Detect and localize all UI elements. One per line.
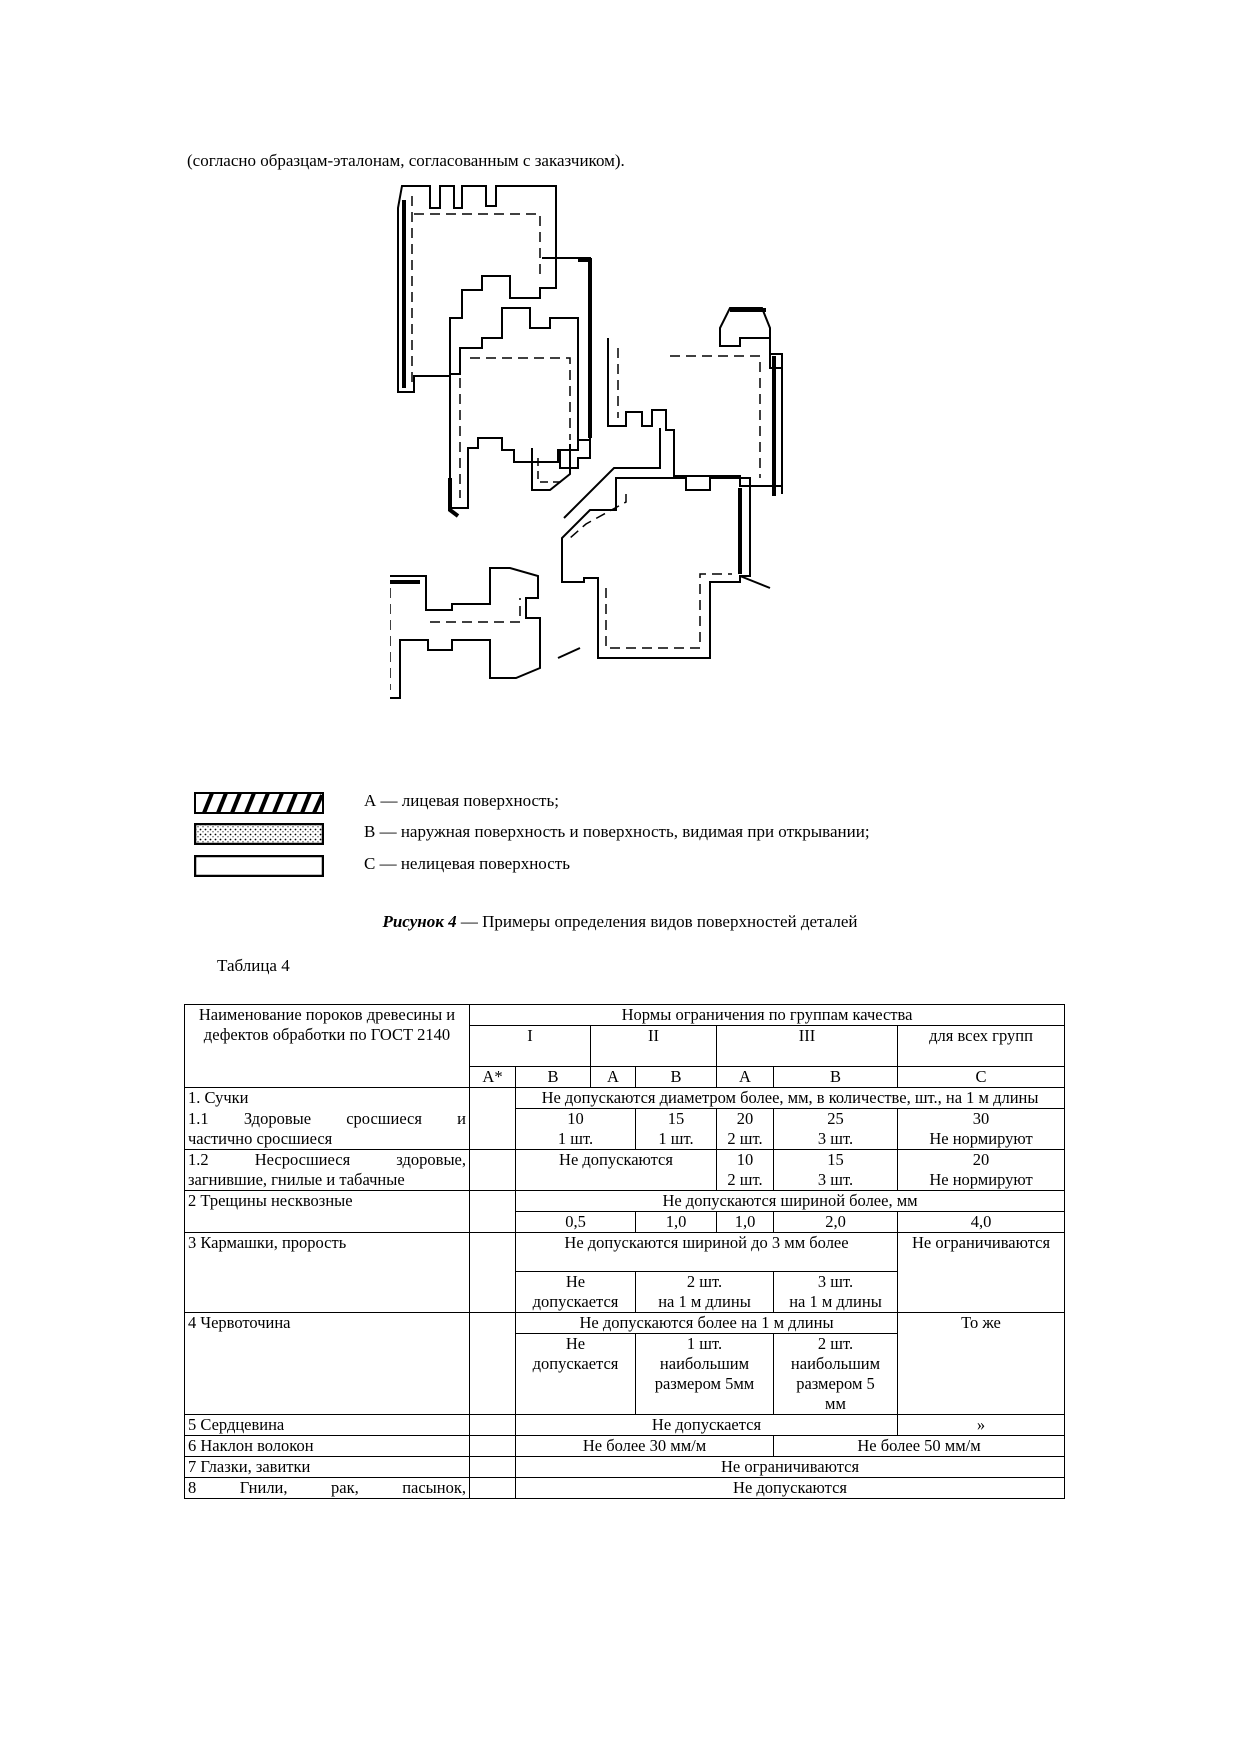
table-label: Таблица 4 xyxy=(217,956,290,975)
value-line: размером 5 xyxy=(796,1374,875,1393)
row-name xyxy=(185,1109,470,1150)
plain-swatch-icon xyxy=(194,855,324,877)
table-row xyxy=(185,1191,1065,1212)
table-row xyxy=(185,1233,1065,1272)
value-line: 15 xyxy=(827,1150,844,1169)
row-name: 8 Гнили, рак, пасынок, xyxy=(185,1478,470,1499)
empty-cell xyxy=(470,1415,516,1436)
row-norm-text: Не допускаются шириной до 3 мм более xyxy=(516,1233,898,1272)
value-cell xyxy=(774,1109,898,1150)
value-cell: То же xyxy=(898,1313,1065,1415)
value-line: 3 шт. xyxy=(817,1272,854,1291)
value-line: Не xyxy=(565,1334,586,1353)
surface-cell: А xyxy=(591,1067,636,1088)
value-line: допускается xyxy=(532,1292,619,1311)
value-line: 15 xyxy=(667,1109,685,1128)
value-line: 20 xyxy=(972,1150,990,1169)
empty-cell xyxy=(470,1150,516,1191)
surface-cell: В xyxy=(516,1067,591,1088)
value-line: допускается xyxy=(532,1354,619,1373)
row-name: 5 Сердцевина xyxy=(185,1415,470,1436)
value-cell: Не ограничиваются xyxy=(898,1233,1065,1313)
row-name xyxy=(185,1150,470,1191)
value-line: размером 5мм xyxy=(654,1374,755,1393)
surface-cell: А* xyxy=(470,1067,516,1088)
profile-drawing xyxy=(390,178,870,773)
group-all: для всех групп xyxy=(898,1026,1065,1067)
value-cell: 1,0 xyxy=(717,1212,774,1233)
value-line: мм xyxy=(825,1394,846,1413)
table-row xyxy=(185,1313,1065,1334)
value-cell xyxy=(516,1109,636,1150)
table-row xyxy=(185,1478,1065,1499)
value-cell: » xyxy=(898,1415,1065,1436)
table-row xyxy=(185,1436,1065,1457)
row-name-line: загнившие, гнилые и табачные xyxy=(188,1170,405,1189)
row-norm-text: Не допускаются шириной более, мм xyxy=(516,1191,1065,1212)
value-line: Не xyxy=(565,1272,586,1291)
value-line: 25 xyxy=(827,1109,844,1128)
value-cell: 1,0 xyxy=(636,1212,717,1233)
legend-label-a: А — лицевая поверхность; xyxy=(364,791,559,810)
row-name: 1. Сучки xyxy=(185,1088,470,1109)
value-cell: Не допускается xyxy=(516,1415,898,1436)
value-line: на 1 м длины xyxy=(658,1292,751,1311)
intro-paragraph: (согласно образцам-эталонам, согласованным с заказчиком). xyxy=(187,151,625,170)
value-line: 2 шт. xyxy=(686,1272,723,1291)
caption-text: — Примеры определения видов поверхностей деталей xyxy=(456,912,858,931)
value-cell xyxy=(898,1109,1065,1150)
value-cell xyxy=(717,1109,774,1150)
header-norms-cell: Нормы ограничения по группам качества xyxy=(470,1005,1065,1026)
value-cell: 0,5 xyxy=(516,1212,636,1233)
legend-row-a xyxy=(194,790,994,816)
table-header-row xyxy=(185,1005,1065,1026)
table-row xyxy=(185,1109,1065,1150)
empty-cell xyxy=(470,1233,516,1313)
value-line: 1 шт. xyxy=(686,1334,723,1353)
surface-cell: С xyxy=(898,1067,1065,1088)
empty-cell xyxy=(470,1478,516,1499)
value-line: 20 xyxy=(736,1109,754,1128)
defects-table xyxy=(184,1004,1065,1499)
table-row xyxy=(185,1457,1065,1478)
group-i: I xyxy=(470,1026,591,1067)
value-line: 1 шт. xyxy=(658,1129,694,1148)
value-cell: Не допускаются xyxy=(516,1150,717,1191)
value-line: 2 шт. xyxy=(817,1334,854,1353)
table-row xyxy=(185,1415,1065,1436)
value-line: наибольшим xyxy=(790,1354,881,1373)
group-iii: III xyxy=(717,1026,898,1067)
value-line: 10 xyxy=(567,1109,584,1128)
value-cell xyxy=(898,1150,1065,1191)
value-line: 1 шт. xyxy=(557,1129,594,1148)
row-norm-text: Не допускаются диаметром более, мм, в количестве, шт., на 1 м длины xyxy=(516,1088,1065,1109)
empty-cell xyxy=(470,1436,516,1457)
row-norm-text: Не допускаются более на 1 м длины xyxy=(516,1313,898,1334)
legend-row-c xyxy=(194,853,994,879)
value-line: 3 шт. xyxy=(817,1170,854,1189)
value-line: Не нормируют xyxy=(929,1129,1033,1148)
row-name-line: 1.2 Несросшиеся здоровые, xyxy=(188,1150,466,1169)
legend-label-c: С — нелицевая поверхность xyxy=(364,854,570,873)
dotted-swatch-icon xyxy=(194,823,324,845)
value-cell xyxy=(774,1334,898,1415)
value-cell xyxy=(636,1109,717,1150)
value-cell xyxy=(516,1272,636,1313)
hatched-swatch-icon xyxy=(194,792,324,814)
group-ii: II xyxy=(591,1026,717,1067)
value-cell: Не более 50 мм/м xyxy=(774,1436,1065,1457)
header-name-cell: Наименование пороков древесины и дефектов обработки по ГОСТ 2140 xyxy=(185,1005,470,1088)
value-cell: 2,0 xyxy=(774,1212,898,1233)
value-cell xyxy=(774,1150,898,1191)
row-name-line: 1.1 Здоровые сросшиеся и xyxy=(188,1108,466,1128)
row-name: 3 Кармашки, прорость xyxy=(185,1233,470,1313)
value-cell xyxy=(774,1272,898,1313)
value-cell: Не ограничиваются xyxy=(516,1457,1065,1478)
value-line: на 1 м длины xyxy=(789,1292,882,1311)
empty-cell xyxy=(470,1313,516,1415)
row-name: 7 Глазки, завитки xyxy=(185,1457,470,1478)
value-line: 30 xyxy=(972,1109,990,1128)
row-name-line: частично сросшиеся xyxy=(188,1128,333,1148)
empty-cell xyxy=(470,1109,516,1150)
value-line: 10 xyxy=(736,1150,754,1169)
row-name: 4 Червоточина xyxy=(185,1313,470,1415)
value-cell xyxy=(636,1272,774,1313)
value-cell: Не допускаются xyxy=(516,1478,1065,1499)
caption-label: Рисунок 4 xyxy=(382,912,457,931)
value-cell xyxy=(717,1150,774,1191)
legend-label-b: В — наружная поверхность и поверхность, видимая при открывании; xyxy=(364,822,870,841)
value-line: 3 шт. xyxy=(817,1129,854,1148)
empty-cell xyxy=(470,1191,516,1233)
value-line: 2 шт. xyxy=(727,1129,763,1148)
empty-cell xyxy=(470,1457,516,1478)
value-cell xyxy=(516,1334,636,1415)
figure-caption xyxy=(0,912,1240,932)
surface-cell: В xyxy=(774,1067,898,1088)
value-cell: Не более 30 мм/м xyxy=(516,1436,774,1457)
table-row xyxy=(185,1150,1065,1191)
value-line: Не нормируют xyxy=(929,1170,1033,1189)
value-cell: 4,0 xyxy=(898,1212,1065,1233)
value-cell xyxy=(636,1334,774,1415)
table-row xyxy=(185,1088,1065,1109)
row-name: 2 Трещины несквозные xyxy=(185,1191,470,1233)
value-line: наибольшим xyxy=(659,1354,750,1373)
value-line: 2 шт. xyxy=(727,1170,763,1189)
empty-cell xyxy=(470,1088,516,1109)
surface-cell: А xyxy=(717,1067,774,1088)
row-name: 6 Наклон волокон xyxy=(185,1436,470,1457)
legend-row-b xyxy=(194,821,994,847)
surface-cell: В xyxy=(636,1067,717,1088)
